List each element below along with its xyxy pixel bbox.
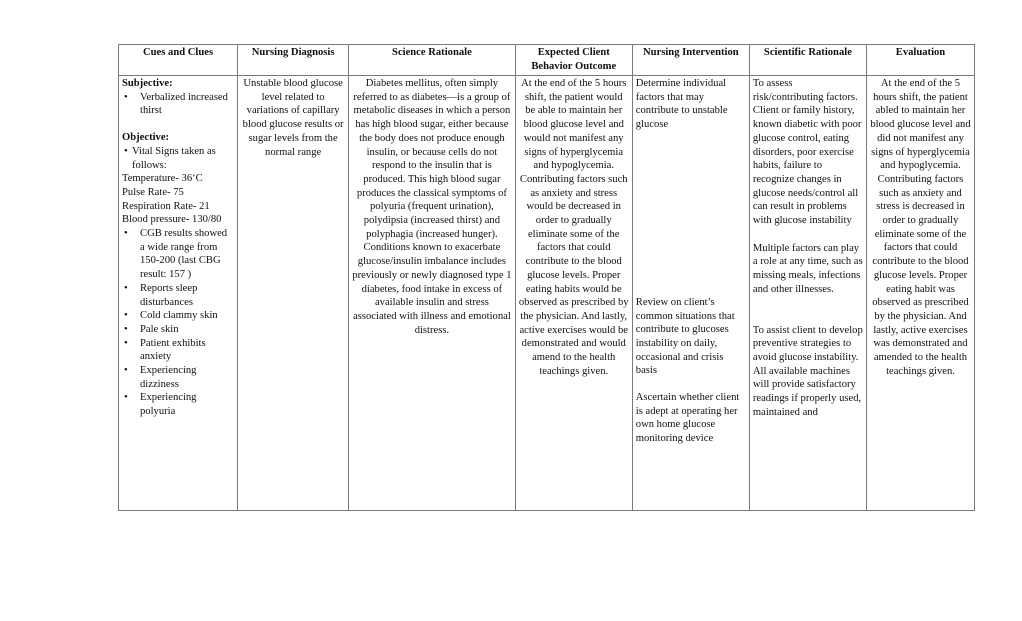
- objective-item: • CGB results showed a wide range from 150-200 (last CBG result: 157 ): [122, 227, 234, 282]
- scientific-rationale-cell: [749, 76, 866, 511]
- science-rationale-cell: Diabetes mellitus, often simply referred to as diabetes—is a group of metabolic diseases in which a person has high blood sugar, either because the body does not produce enough insulin, or because cells do not respond to the insulin that is produced. This high blood sugar produces the classical symptoms of polyuria (frequent urination), polydipsia (increased thirst) and polyphagia (increased hunger). Conditions known to exacerbate glucose/insulin imbalance includes previously or newly diagnosed type 1 diabetes, food intake in excess of available insulin and stress associated with illness and emotional distress.: [349, 76, 516, 511]
- spacer: [753, 297, 863, 324]
- header-nursing-diagnosis: Nursing Diagnosis: [238, 45, 349, 76]
- objective-item: • Experiencing dizziness: [122, 364, 234, 391]
- nursing-intervention-cell: [632, 76, 749, 511]
- header-nursing-intervention: Nursing Intervention: [632, 45, 749, 76]
- header-scientific-rationale: Scientific Rationale: [749, 45, 866, 76]
- vital-signs-intro: • Vital Signs taken as follows:: [122, 145, 234, 172]
- rationale-item: To assist client to develop preventive strategies to avoid glucose instability. All available machines will provide satisfactory readings if properly used, maintained and: [752, 324, 863, 418]
- objective-label: Objective:: [122, 132, 170, 144]
- nursing-diagnosis-cell: Unstable blood glucose level related to variations of capillary blood glucose results or sugar levels from the normal range: [238, 76, 349, 511]
- objective-item: • Cold clammy skin: [122, 309, 234, 323]
- nursing-care-plan-table: [118, 44, 975, 511]
- objective-list: [122, 227, 234, 419]
- header-science-rationale: Science Rationale: [349, 45, 516, 76]
- spacer: [753, 228, 863, 242]
- rationale-item: Multiple factors can play a role at any time, such as missing meals, infections and other illnesses.: [752, 242, 863, 295]
- header-evaluation: Evaluation: [866, 45, 974, 76]
- evaluation-cell: At the end of the 5 hours shift, the patient abled to maintain her blood glucose level and did not manifest any signs of hyperglycemia and hypoglycemia. Contributing factors such as anxiety and stress is decreased in order to gradually eliminate some of the factors that could contribute to the blood glucose levels. Proper eating habit was observed as prescribed by the physician. And lastly, active exercises was demonstrated and amended to the health teachings given.: [866, 76, 974, 511]
- cues-cell: [119, 76, 238, 511]
- spacer: [636, 378, 746, 391]
- care-plan-row: [119, 76, 975, 511]
- objective-item: • Reports sleep disturbances: [122, 282, 234, 309]
- subjective-list: [122, 91, 234, 118]
- expected-outcome-cell: At the end of the 5 hours shift, the patient would be able to maintain her blood glucose level and would not manifest any signs of hyperglycemia and hypoglycemia. Contributing factors such as anxiety and stress would be decreased in order to gradually eliminate some of the factors that could contribute to the blood glucose levels. Proper eating habits would be observed as prescribed by the physician. And lastly, active exercises would be demonstrated and would amend to the health teachings given.: [515, 76, 632, 511]
- intervention-item: Review on client’s common situations that contribute to glucoses instability on daily, occasional and crisis basis: [635, 296, 735, 377]
- header-expected-outcome: Expected Client Behavior Outcome: [515, 45, 632, 76]
- intervention-item: Determine individual factors that may contribute to unstable glucose: [635, 78, 728, 131]
- subjective-label: Subjective:: [122, 78, 173, 89]
- objective-item: • Experiencing polyuria: [122, 391, 234, 418]
- rationale-item: To assess risk/contributing factors. Client or family history, known diabetic with poor glucose control, eating disorders, poor exercise habits, failure to recognize changes in glucose needs/control all can result in problems with glucose instability: [752, 78, 862, 227]
- spacer: [122, 118, 234, 131]
- objective-item: • Patient exhibits anxiety: [122, 337, 234, 364]
- objective-item: • Pale skin: [122, 323, 234, 337]
- header-row: [119, 45, 975, 76]
- subjective-item: • Verbalized increased thirst: [122, 91, 234, 118]
- vital-signs-values: Temperature- 36‘C Pulse Rate- 75 Respiration Rate- 21 Blood pressure- 130/80: [122, 173, 222, 226]
- header-cues-and-clues: Cues and Clues: [119, 45, 238, 76]
- intervention-item: Ascertain whether client is adept at operating her own home glucose monitoring device: [635, 392, 740, 445]
- spacer: [636, 132, 746, 296]
